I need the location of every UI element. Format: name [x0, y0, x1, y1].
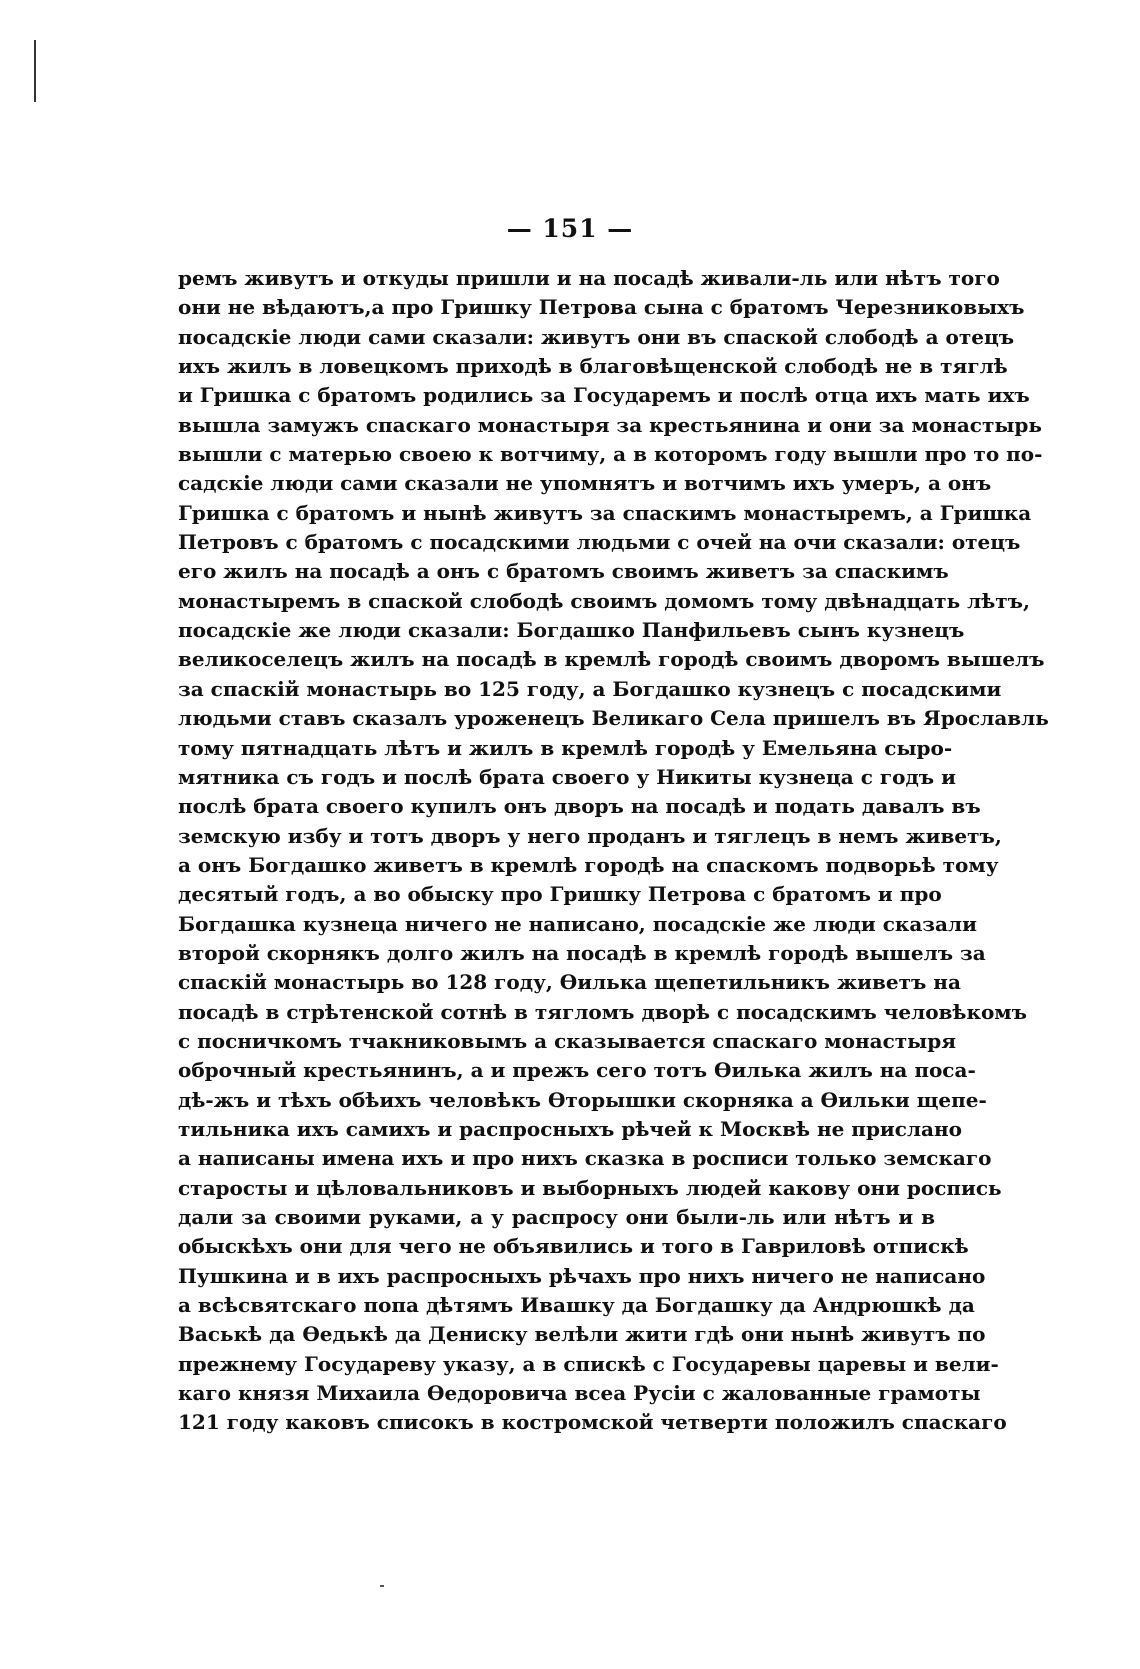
text-line: Пушкина и в ихъ распросныхъ рѣчахъ про нихъ ничего не написано [178, 1263, 986, 1288]
text-line: посадѣ в стрѣтенской сотнѣ в тягломъ дворѣ с посадскимъ человѣкомъ [178, 999, 1027, 1024]
text-line: а онъ Богдашко живетъ в кремлѣ городѣ на спаскомъ подворьѣ тому [178, 852, 999, 877]
text-line: за спаскій монастырь во 125 году, а Богдашко кузнецъ с посадскими [178, 676, 1002, 701]
text-line: Васькѣ да Ѳедькѣ да Дениску велѣли жити гдѣ они нынѣ живутъ по [178, 1322, 986, 1347]
text-line: второй скорнякъ долго жилъ на посадѣ в кремлѣ городѣ вышелъ за [178, 940, 986, 965]
text-line: вышла замужъ спаскаго монастыря за крестьянина и они за монастырь [178, 412, 1042, 437]
text-line: монастыремъ в спаской слободѣ своимъ домомъ тому двѣнадцать лѣтъ, [178, 588, 1030, 613]
text-line: земскую избу и тотъ дворъ у него проданъ и тяглецъ в немъ живетъ, [178, 823, 1002, 848]
text-line: прежнему Государеву указу, а в спискѣ с Государевы царевы и вели- [178, 1351, 999, 1376]
text-line: великоселецъ жилъ на посадѣ в кремлѣ городѣ своимъ дворомъ вышелъ [178, 647, 1045, 672]
bottom-scan-speck [380, 1585, 384, 1587]
body-text [178, 264, 1049, 1438]
text-line: тильника ихъ самихъ и распросныхъ рѣчей к Москвѣ не прислано [178, 1116, 962, 1141]
text-line: ихъ жилъ в ловецкомъ приходѣ в благовѣщенской слободѣ не в тяглѣ [178, 354, 1008, 379]
text-line: его жилъ на посадѣ а онъ с братомъ своимъ живетъ за спаскимъ [178, 559, 949, 584]
text-line: Богдашка кузнеца ничего не написано, посадскіе же люди сказали [178, 911, 977, 936]
page-number: — 151 — [506, 214, 634, 243]
text-line: посадскіе же люди сказали: Богдашко Панфильевъ сынъ кузнецъ [178, 618, 965, 643]
text-line: они не вѣдаютъ,а про Гришку Петрова сына с братомъ Черезниковыхъ [178, 295, 1025, 320]
text-line: 121 году каковъ списокъ в костромской четверти положилъ спаскаго [178, 1410, 1007, 1435]
text-line: оброчный крестьянинъ, а и прежъ сего тотъ Ѳилька жилъ на поса- [178, 1058, 976, 1083]
text-line: обыскѣхъ они для чего не объявились и того в Гавриловѣ отпискѣ [178, 1234, 969, 1259]
text-line: Петровъ с братомъ с посадскими людьми с очей на очи сказали: отецъ [178, 530, 1021, 555]
text-line: дали за своими руками, а у распросу они были-ль или нѣтъ и в [178, 1205, 935, 1229]
text-line: послѣ брата своего купилъ онъ дворъ на посадѣ и подать давалъ въ [178, 794, 981, 819]
text-line: посадскіе люди сами сказали: живутъ они въ спаской слободѣ а отецъ [178, 324, 1015, 349]
text-line: а написаны имена ихъ и про нихъ сказка в росписи только земскаго [178, 1146, 992, 1171]
text-line: и Гришка с братомъ родились за Государемъ и послѣ отца ихъ мать ихъ [178, 383, 1030, 408]
text-line: ремъ живутъ и откуды пришли и на посадѣ живали-ль или нѣтъ того [178, 266, 1000, 290]
text-line: спаскій монастырь во 128 году, Ѳилька щепетильникъ живетъ на [178, 970, 961, 995]
text-line: садскіе люди сами сказали не упомнятъ и вотчимъ ихъ умеръ, а онъ [178, 471, 992, 496]
text-line: а всѣсвятскаго попа дѣтямъ Ивашку да Богдашку да Андрюшкѣ да [178, 1293, 975, 1318]
text-line: десятый годъ, а во обыску про Гришку Петрова с братомъ и про [178, 882, 942, 907]
text-line: мятника съ годъ и послѣ брата своего у Никиты кузнеца с годъ и [178, 764, 956, 789]
text-line: вышли с матерью своею к вотчиму, а в которомъ году вышли про то по- [178, 442, 1043, 467]
scan-edge-mark [34, 40, 36, 102]
text-line: Гришка с братомъ и нынѣ живутъ за спаскимъ монастыремъ, а Гришка [178, 500, 1032, 525]
text-line: старосты и цѣловальниковъ и выборныхъ людей какову они роспись [178, 1175, 1002, 1200]
text-line: тому пятнадцать лѣтъ и жилъ в кремлѣ городѣ у Емельяна сыро- [178, 735, 953, 760]
text-line: дѣ-жъ и тѣхъ обѣихъ человѣкъ Ѳторышки скорняка а Ѳильки щепе- [178, 1087, 987, 1112]
text-line: с посничкомъ тчакниковымъ а сказывается спаскаго монастыря [178, 1028, 956, 1053]
text-line: каго князя Михаила Ѳедоровича всеа Русіи с жалованные грамоты [178, 1381, 981, 1406]
text-line: людьми ставъ сказалъ уроженецъ Великаго Села пришелъ въ Ярославль [178, 706, 1049, 731]
